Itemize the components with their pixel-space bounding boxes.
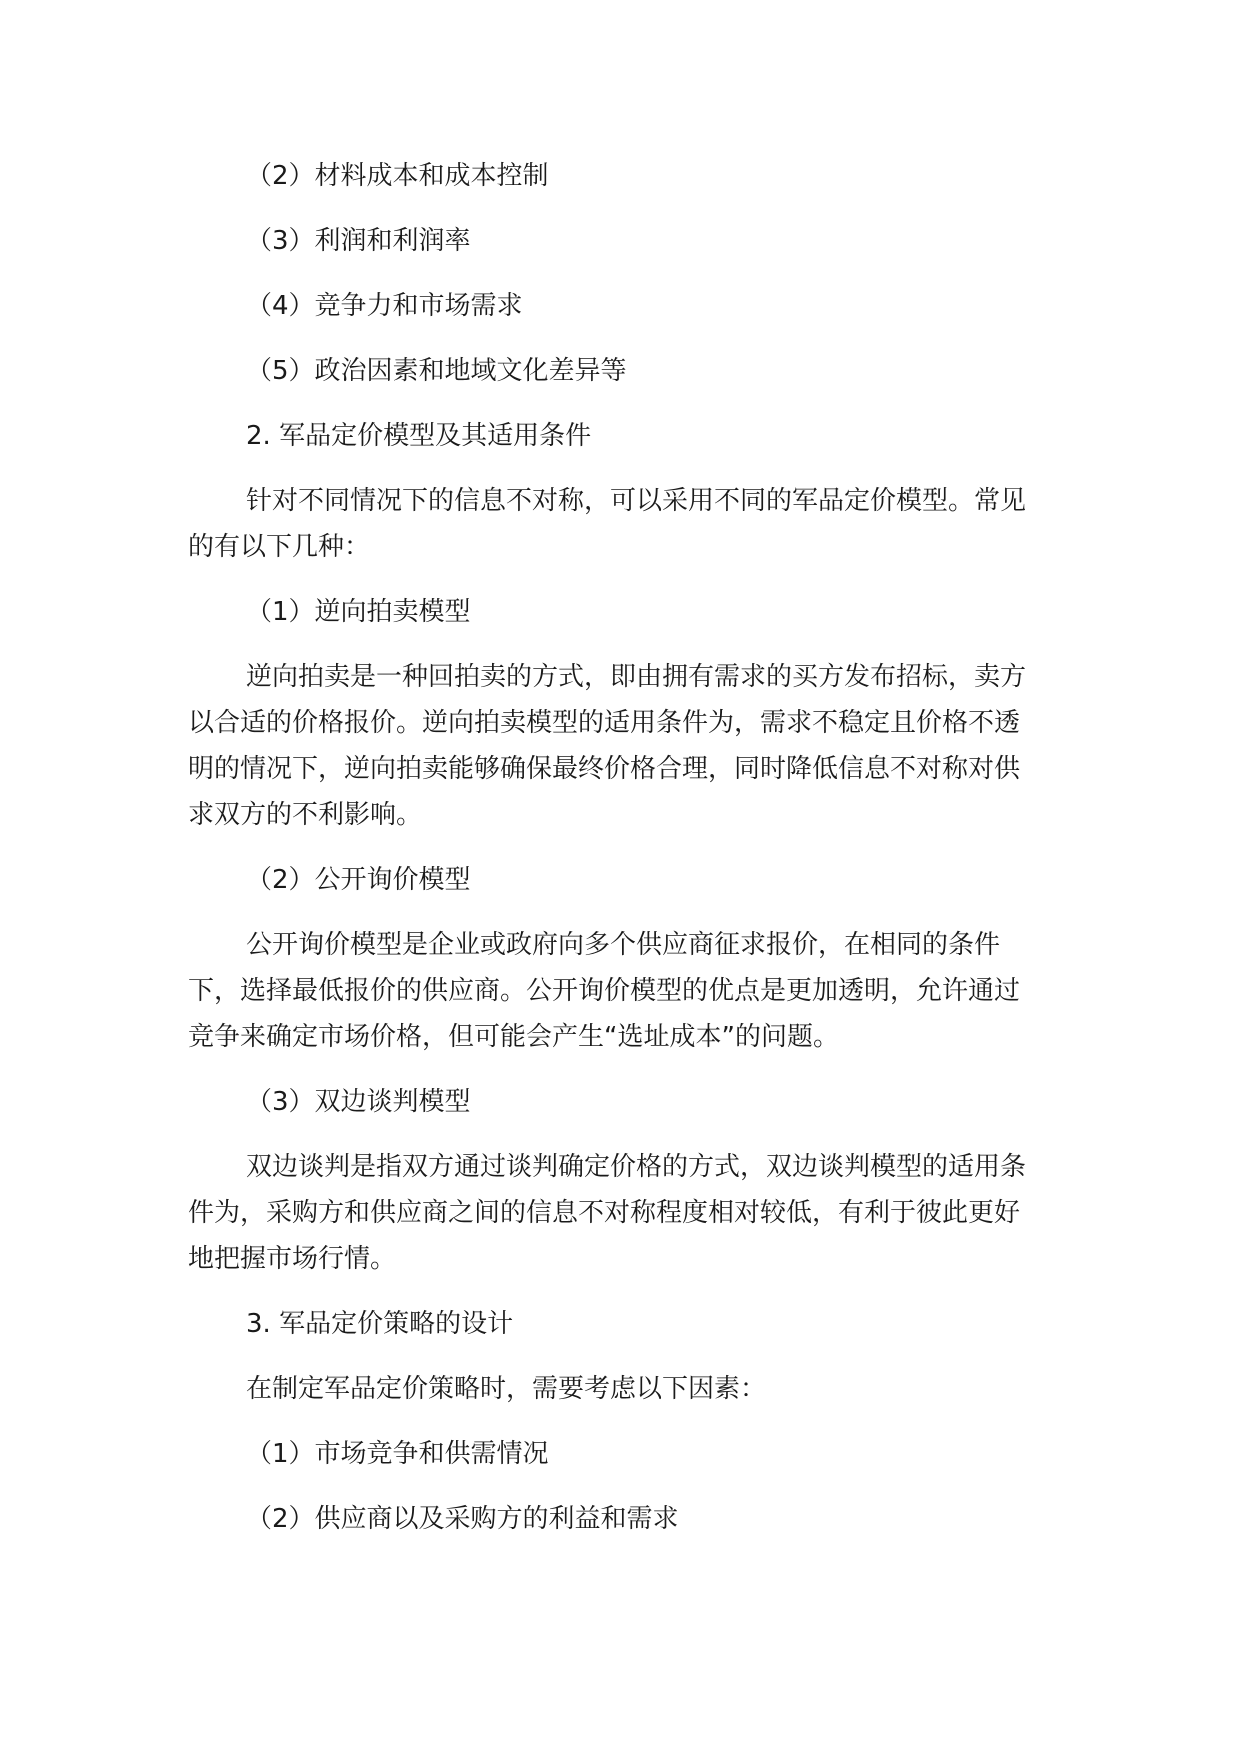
list-item-profit: （3）利润和利润率 [246,226,471,256]
subheading-bilateral-negotiation: （3）双边谈判模型 [246,1087,471,1117]
subheading-reverse-auction: （1）逆向拍卖模型 [246,597,471,627]
document-body [188,153,1036,1561]
section-heading-pricing-strategy: 3. 军品定价策略的设计 [246,1309,514,1339]
paragraph-bilateral-negotiation: 双边谈判是指双方通过谈判确定价格的方式，双边谈判模型的适用条件为，采购方和供应商之间的信息不对称程度相对较低，有利于彼此更好地把握市场行情。 [188,1152,1027,1274]
subheading-public-inquiry: （2）公开询价模型 [246,865,471,895]
paragraph-public-inquiry: 公开询价模型是企业或政府向多个供应商征求报价，在相同的条件下，选择最低报价的供应商。公开询价模型的优点是更加透明，允许通过竞争来确定市场价格，但可能会产生“选址成本”的问题。 [188,930,1021,1052]
paragraph-factors-intro: 在制定军品定价策略时，需要考虑以下因素： [246,1374,767,1404]
section-heading-pricing-models: 2. 军品定价模型及其适用条件 [246,421,592,451]
paragraph-reverse-auction: 逆向拍卖是一种回拍卖的方式，即由拥有需求的买方发布招标，卖方以合适的价格报价。逆向拍卖模型的适用条件为，需求不稳定且价格不透明的情况下，逆向拍卖能够确保最终价格合理，同时降低信息不对称对供求双方的不利影响。 [188,662,1027,830]
list-item-material-cost: （2）材料成本和成本控制 [246,161,549,191]
list-item-market-competition: （1）市场竞争和供需情况 [246,1439,549,1469]
paragraph-models-intro: 针对不同情况下的信息不对称，可以采用不同的军品定价模型。常见的有以下几种： [188,486,1027,562]
list-item-supplier-interests: （2）供应商以及采购方的利益和需求 [246,1504,679,1534]
list-item-competition: （4）竞争力和市场需求 [246,291,523,321]
list-item-politics: （5）政治因素和地域文化差异等 [246,356,627,386]
